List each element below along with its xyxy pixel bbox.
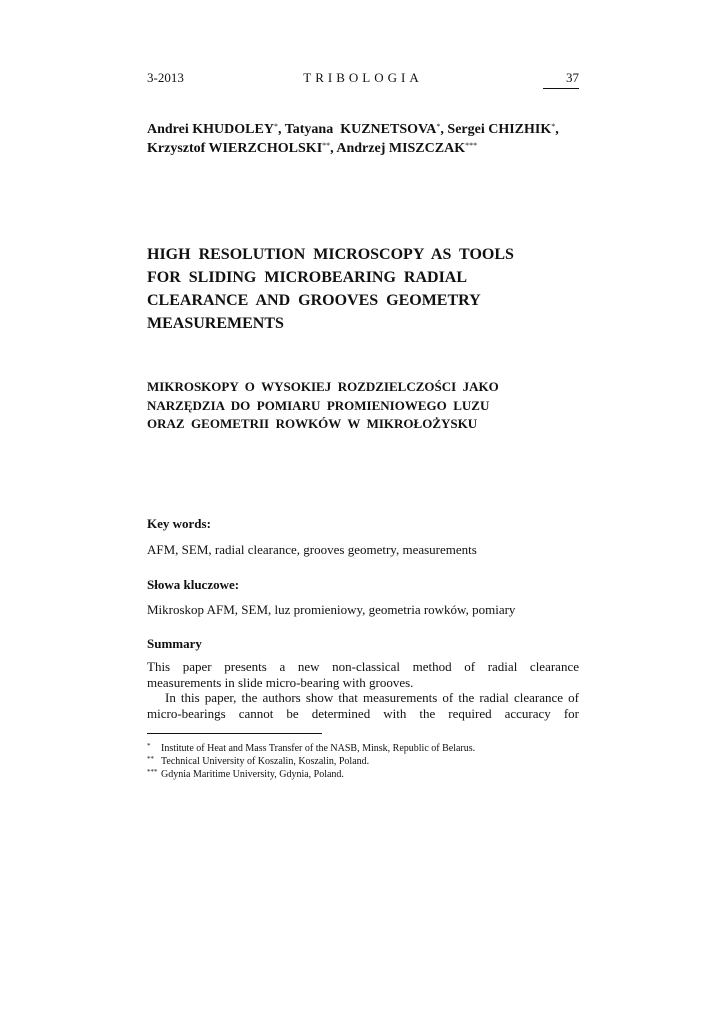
journal-name: TRIBOLOGIA	[303, 70, 423, 85]
footnote-text: Gdynia Maritime University, Gdynia, Poland.	[161, 769, 344, 780]
title-line: MIKROSKOPY O WYSOKIEJ ROZDZIELCZOŚCI JAKO	[147, 379, 499, 394]
footnote-mark: ***	[147, 768, 158, 776]
author-name: Andrei KHUDOLEY	[147, 122, 274, 137]
polish-keywords-heading: Słowa kluczowe:	[147, 577, 240, 592]
author-separator: ,	[277, 122, 285, 137]
title-line: CLEARANCE AND GROOVES GEOMETRY	[147, 292, 481, 309]
header-rule	[543, 88, 579, 89]
footnote	[147, 768, 579, 781]
issue-number: 3-2013	[147, 70, 184, 85]
summary-line: In this paper, the authors show that measurements of the radial clearance of	[165, 690, 579, 705]
summary-line: micro-bearings cannot be determined with the required accuracy for	[147, 705, 579, 721]
author-separator: ,	[555, 122, 559, 137]
footnote-text: Technical University of Koszalin, Koszalin, Poland.	[161, 756, 370, 767]
polish-keywords-text: Mikroskop AFM, SEM, luz promieniowy, geometria rowków, pomiary	[147, 602, 516, 617]
footnote	[147, 742, 579, 755]
author-name: Andrzej MISZCZAK	[336, 141, 466, 156]
author-line-1	[147, 120, 587, 139]
author-list	[147, 120, 587, 158]
title-line: ORAZ GEOMETRII ROWKÓW W MIKROŁOŻYSKU	[147, 416, 478, 431]
author-name: Krzysztof WIERZCHOLSKI	[147, 141, 323, 156]
title-line: FOR SLIDING MICROBEARING RADIAL	[147, 269, 468, 286]
author-separator: ,	[330, 141, 337, 156]
affiliation-mark: *	[436, 122, 441, 131]
summary-line: measurements in slide micro-bearing with grooves.	[147, 674, 414, 690]
affiliation-mark: **	[322, 141, 331, 150]
paper-title-english	[147, 243, 587, 335]
summary-heading: Summary	[147, 636, 202, 651]
affiliation-mark: *	[273, 122, 278, 131]
keywords-heading: Key words:	[147, 516, 211, 531]
page-number: 37	[566, 70, 579, 85]
title-line: HIGH RESOLUTION MICROSCOPY AS TOOLS	[147, 246, 514, 263]
footnote	[147, 755, 579, 768]
affiliation-mark: ***	[465, 141, 478, 150]
running-header	[147, 66, 579, 88]
author-separator: ,	[440, 122, 448, 137]
summary-line: This paper presents a new non-classical method of radial clearance	[147, 659, 579, 674]
footnotes	[147, 742, 579, 781]
keywords-text: AFM, SEM, radial clearance, grooves geometry, measurements	[147, 542, 477, 557]
footnote-mark: **	[147, 755, 154, 763]
title-line: NARZĘDZIA DO POMIARU PROMIENIOWEGO LUZU	[147, 397, 490, 413]
summary-body	[147, 659, 579, 721]
author-line-2	[147, 139, 587, 158]
footnote-text: Institute of Heat and Mass Transfer of the NASB, Minsk, Republic of Belarus.	[161, 743, 476, 754]
title-line: MEASUREMENTS	[147, 315, 284, 332]
footnote-mark: *	[147, 742, 151, 750]
footnote-rule	[147, 733, 322, 734]
paper-title-polish	[147, 378, 587, 434]
author-name: Tatyana KUZNETSOVA	[284, 122, 437, 137]
affiliation-mark: *	[551, 122, 556, 131]
author-name: Sergei CHIZHIK	[447, 122, 552, 137]
